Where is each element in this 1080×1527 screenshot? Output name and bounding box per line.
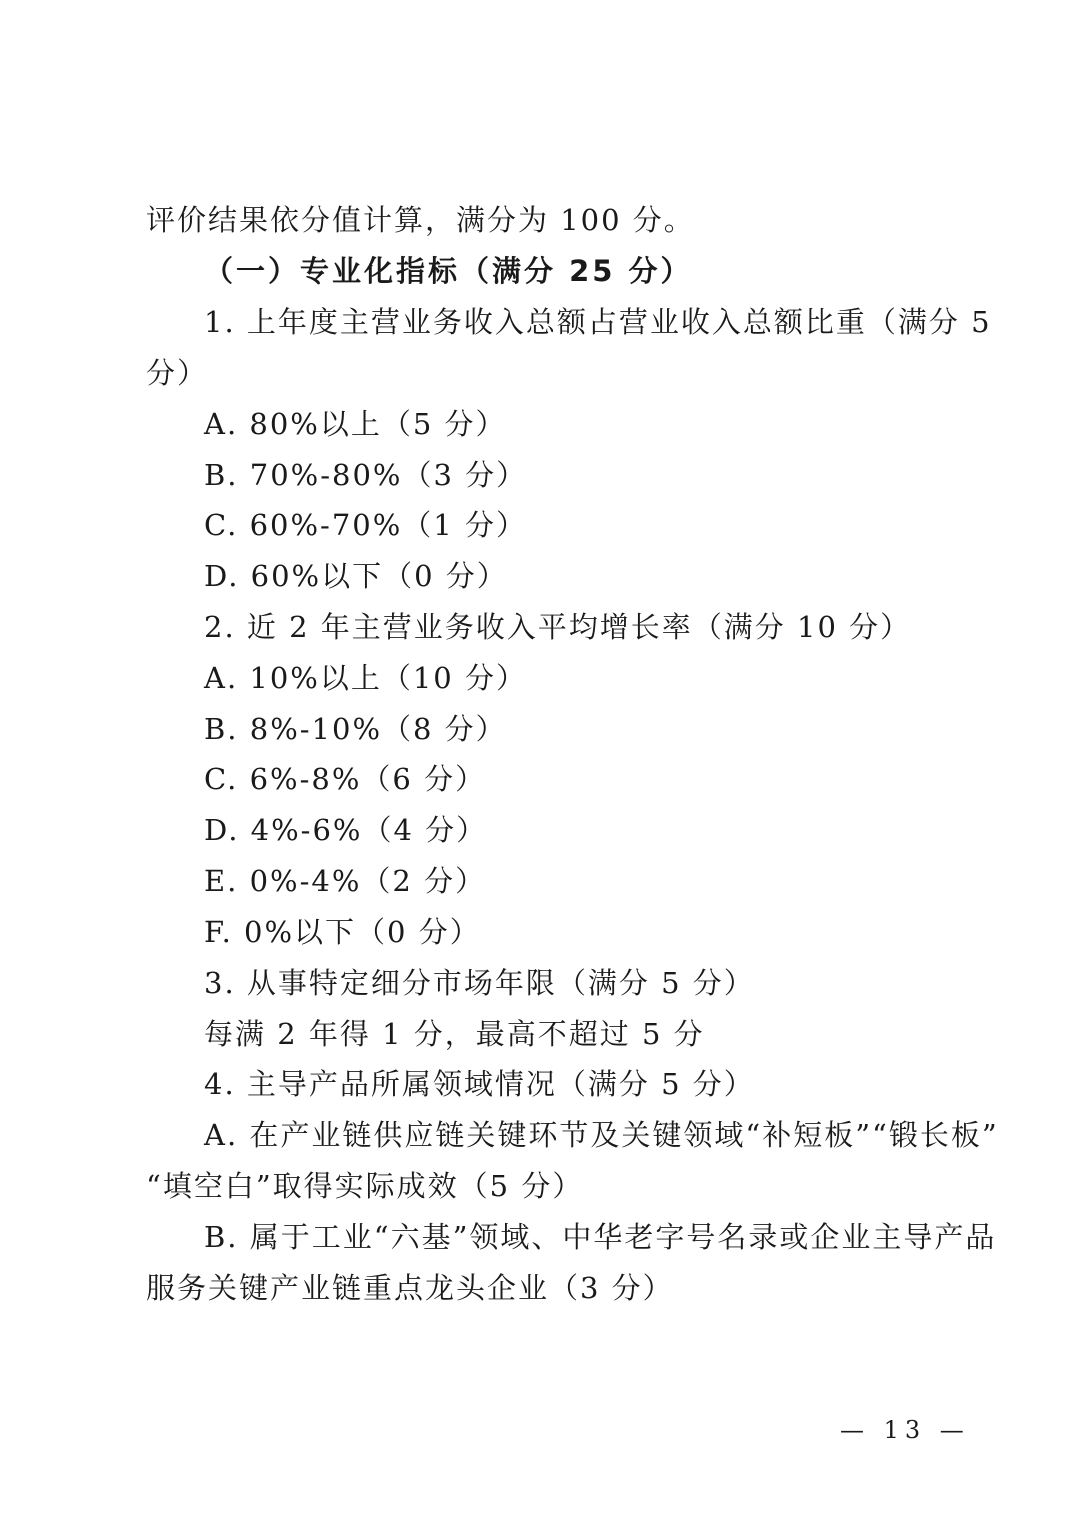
option-line: B. 70%-80%（3 分） — [204, 458, 528, 492]
option-line: C. 6%-8%（6 分） — [204, 762, 487, 796]
text-line: 每满 2 年得 1 分，最高不超过 5 分 — [204, 1017, 705, 1051]
page-number: — 13 — — [840, 1416, 970, 1444]
text-line: 3. 从事特定细分市场年限（满分 5 分） — [204, 966, 755, 1000]
option-line: B. 8%-10%（8 分） — [204, 712, 507, 746]
text-line: “填空白”取得实际成效（5 分） — [146, 1169, 584, 1203]
text-line: 4. 主导产品所属领域情况（满分 5 分） — [204, 1067, 755, 1101]
text-line: 2. 近 2 年主营业务收入平均增长率（满分 10 分） — [204, 610, 912, 644]
section-heading: （一）专业化指标（满分 25 分） — [204, 254, 693, 288]
option-line: F. 0%以下（0 分） — [204, 915, 481, 949]
option-line: A. 10%以上（10 分） — [204, 661, 527, 695]
option-line: B. 属于工业“六基”领域、中华老字号名录或企业主导产品 — [204, 1220, 997, 1254]
text-line: 服务关键产业链重点龙头企业（3 分） — [146, 1271, 674, 1305]
text-line: 1. 上年度主营业务收入总额占营业收入总额比重（满分 5 — [204, 305, 992, 339]
text-line: 评价结果依分值计算，满分为 100 分。 — [146, 203, 695, 237]
option-line: A. 在产业链供应链关键环节及关键领域“补短板”“锻长板” — [204, 1118, 999, 1152]
option-line: E. 0%-4%（2 分） — [204, 864, 487, 898]
option-line: D. 4%-6%（4 分） — [204, 813, 488, 847]
text-line: 分） — [146, 356, 209, 390]
option-line: C. 60%-70%（1 分） — [204, 508, 527, 542]
option-line: A. 80%以上（5 分） — [204, 407, 507, 441]
option-line: D. 60%以下（0 分） — [204, 559, 508, 593]
